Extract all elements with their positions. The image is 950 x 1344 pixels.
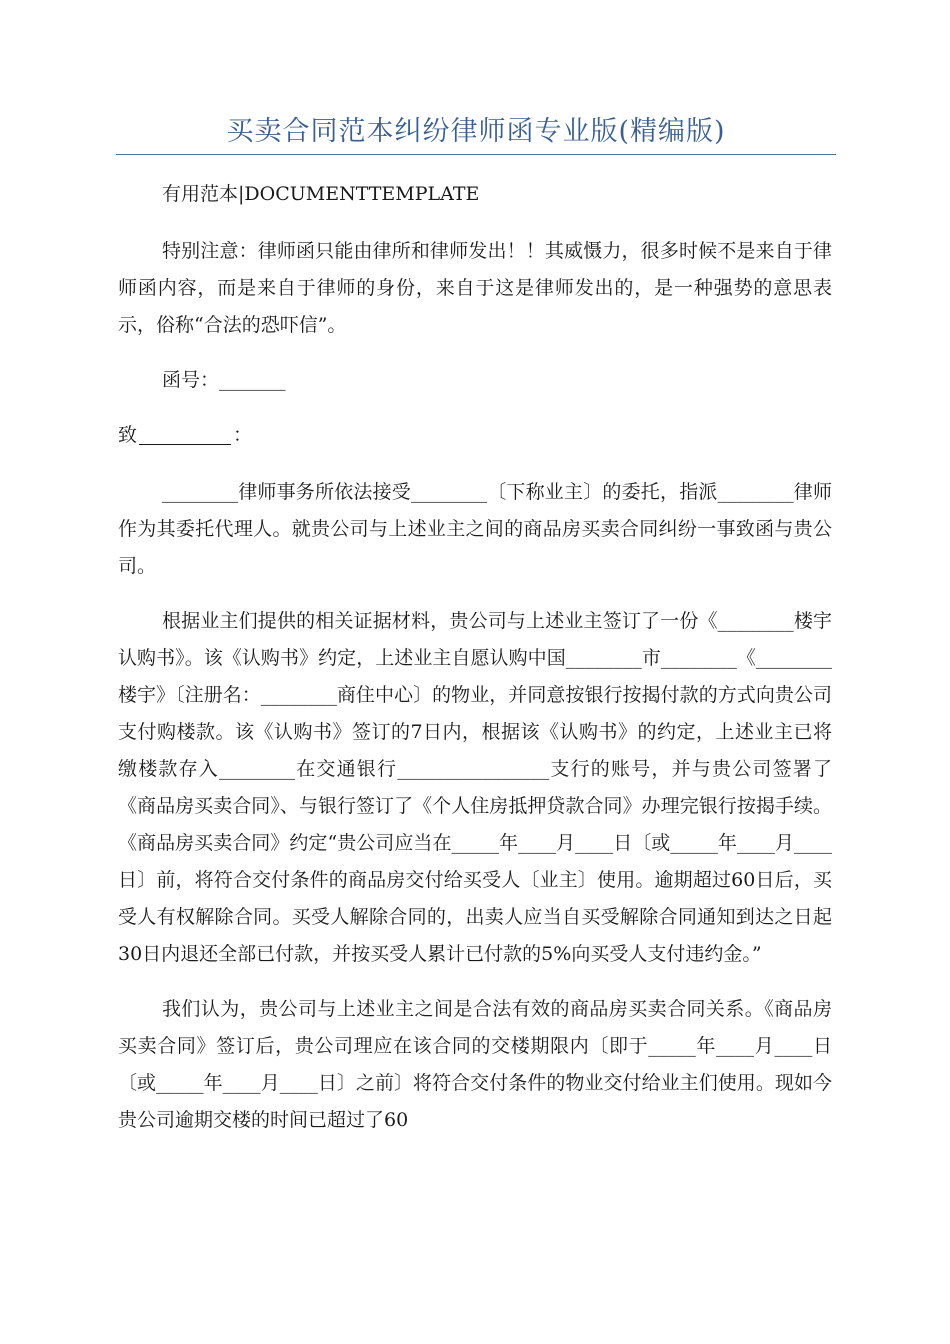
opinion-paragraph: 我们认为，贵公司与上述业主之间是合法有效的商品房买卖合同关系。《商品房买卖合同》签订后，贵公司理应在该合同的交楼期限内〔即于_____年____月____日〔或_____年____月____日〕之前〕将符合交付条件的物业交付给业主们使用。现如今贵公司逾期交楼的时间已超过了60 bbox=[118, 998, 832, 1131]
commission-paragraph: ________律师事务所依法接受________〔下称业主〕的委托，指派________律师作为其委托代理人。就贵公司与上述业主之间的商品房买卖合同纠纷一事致函与贵公司。 bbox=[118, 481, 832, 577]
document-body bbox=[118, 176, 832, 1139]
recipient-line bbox=[118, 417, 832, 454]
title-divider bbox=[116, 154, 836, 155]
facts-paragraph: 根据业主们提供的相关证据材料，贵公司与上述业主签订了一份《________楼宇认购书》。该《认购书》约定，上述业主自愿认购中国________市________《________楼宇》〔注册名：________商住中心〕的物业，并同意按银行按揭付款的方式向贵公司支付购楼款。该《认购书》签订的7日内，根据该《认购书》的约定，上述业主已将缴楼款存入________在交通银行________________支行的账号，并与贵公司签署了《商品房买卖合同》、与银行签订了《个人住房抵押贷款合同》办理完银行按揭手续。《商品房买卖合同》约定“贵公司应当在_____年____月____日〔或_____年____月____日〕前，将符合交付条件的商品房交付给买受人〔业主〕使用。逾期超过60日后，买受人有权解除合同。买受人解除合同的，出卖人应当自买受解除合同通知到达之日起30日内退还全部已付款，并按买受人累计已付款的5%向买受人支付违约金。” bbox=[118, 610, 832, 965]
recipient-suffix: ： bbox=[233, 424, 253, 446]
recipient-prefix: 致 bbox=[118, 424, 138, 446]
document-title: 买卖合同范本纠纷律师函专业版(精编版) bbox=[226, 116, 726, 147]
special-notice-paragraph: 特别注意：律师函只能由律所和律师发出！！其威慑力，很多时候不是来自于律师函内容，而是来自于律师的身份，来自于这是律师发出的，是一种强势的意思表示，俗称“合法的恐吓信”。 bbox=[118, 240, 832, 336]
recipient-blank bbox=[139, 422, 231, 445]
letter-number-line: 函号：_______ bbox=[162, 369, 286, 391]
subtitle-line: 有用范本|DOCUMENTTEMPLATE bbox=[162, 183, 480, 205]
